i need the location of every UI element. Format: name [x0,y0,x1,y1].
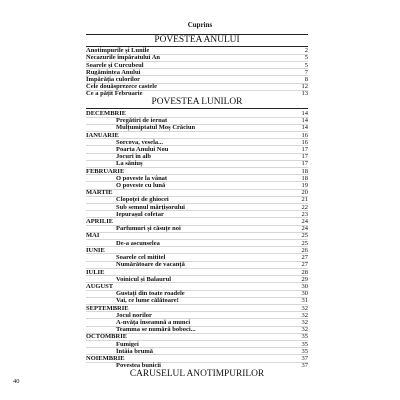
toc-entry-title: A-nvăța înseamnă a munci [116,318,191,326]
toc-entry-title: Fumigei [116,340,139,348]
toc-entry-title: SEPTEMBRIE [86,304,129,312]
toc-entry-page: 16 [301,138,308,146]
toc-entry-page: 25 [301,232,308,240]
toc-month-entry[interactable] [86,232,308,239]
toc-entry-page: 32 [301,311,308,319]
toc-entry-page: 29 [301,275,308,283]
toc-entry-page: 35 [301,333,308,341]
toc-entry-title: Parfumuri și căsuțe noi [116,225,181,233]
toc-entry[interactable] [86,174,308,181]
table-of-contents [86,33,308,380]
toc-entry[interactable] [86,261,308,268]
toc-entry-title: Gustați din toate roadele [116,290,185,298]
toc-entry-page: 32 [301,304,308,312]
toc-entry-title: IUNIE [86,246,105,254]
toc-entry[interactable] [86,117,308,124]
toc-entry-page: 7 [304,68,308,76]
toc-entry-page: 30 [301,282,308,290]
toc-entry[interactable] [86,340,308,347]
toc-entry[interactable] [86,153,308,160]
toc-entry[interactable] [86,239,308,246]
toc-entry-page: 18 [301,167,308,175]
toc-month-entry[interactable] [86,167,308,174]
toc-month-entry[interactable] [86,282,308,289]
toc-entry-page: 17 [301,153,308,161]
toc-entry-title: Pregătiri de iernat [116,117,168,125]
toc-month-entry[interactable] [86,354,308,361]
toc-entry-title: Povestea bunicii [116,362,161,370]
toc-entry-title: DECEMBRIE [86,110,127,118]
toc-entry-page: 23 [301,210,308,218]
toc-entry-page: 27 [301,254,308,262]
toc-entry-page: 2 [304,47,308,55]
toc-month-entry[interactable] [86,189,308,196]
toc-entry[interactable] [86,203,308,210]
toc-entry[interactable] [86,54,308,61]
toc-entry[interactable] [86,210,308,217]
toc-entry-title: Ce a pățit Februarie [86,90,143,98]
toc-entry-page: 14 [301,110,308,118]
toc-entry-title: O poveste cu lună [116,182,166,190]
toc-entry-title: Necazurile împăratului An [86,54,161,62]
toc-entry[interactable] [86,275,308,282]
toc-entry-title: Mulțumiptatul Moș Crăciun [116,124,196,132]
toc-entry[interactable] [86,181,308,188]
toc-entry-page: 24 [301,218,308,226]
toc-entry-title: Sorcova, vesela... [116,138,163,146]
section-heading: CARUSELUL ANOTIMPURILOR [129,369,265,380]
toc-entry[interactable] [86,362,308,369]
toc-entry-page: 37 [301,354,308,362]
toc-entry-page: 13 [301,90,308,98]
toc-entry-page: 27 [301,261,308,269]
toc-entry-title: Voinicul și Balaurul [116,275,172,283]
toc-entry-page: 30 [301,290,308,298]
toc-entry[interactable] [86,160,308,167]
toc-entry[interactable] [86,124,308,131]
toc-entry-page: 22 [301,203,308,211]
toc-entry-title: Vai, ce lume călătoare! [116,297,179,305]
toc-entry[interactable] [86,68,308,75]
toc-entry-page: 17 [301,160,308,168]
toc-entry-title: Întâia brumă [116,347,154,355]
toc-entry-title: IULIE [86,268,105,276]
toc-entry[interactable] [86,90,308,97]
toc-entry-title: NOIEMBRIE [86,354,125,362]
toc-entry-page: 28 [301,268,308,276]
section-heading: POVESTEA LUNILOR [86,97,308,109]
toc-entry[interactable] [86,83,308,90]
toc-entry-page: 12 [301,83,308,91]
toc-entry-title: Rugămintea Anului [86,68,141,76]
toc-entry[interactable] [86,311,308,318]
toc-entry-page: 17 [301,146,308,154]
toc-entry-page: 31 [301,297,308,305]
toc-entry-title: Soarele cel mititel [116,254,166,262]
toc-month-entry[interactable] [86,304,308,311]
toc-entry-title: Sub semnul mărțișorului [116,203,185,211]
toc-entry-title: Iepurașul cofetar [116,210,164,218]
toc-entry[interactable] [86,138,308,145]
toc-entry-page: 32 [301,326,308,334]
toc-entry[interactable] [86,145,308,152]
toc-entry[interactable] [86,297,308,304]
toc-entry-title: Jocuri în alb [116,153,152,161]
toc-entry-title: Jocul norilor [116,311,152,319]
toc-entry-page: 18 [301,174,308,182]
page-number: 40 [13,378,20,385]
toc-entry[interactable] [86,75,308,82]
toc-month-entry[interactable] [86,246,308,253]
toc-entry-title: Numărătoare de vacanță [116,261,185,269]
toc-entry[interactable] [86,347,308,354]
toc-entry-title: La săniuș [116,160,143,168]
toc-entry-page: 5 [304,61,308,69]
section-heading: POVESTEA ANULUI [86,34,308,47]
toc-entry[interactable] [86,326,308,333]
toc-entry-title: AUGUST [86,282,114,290]
toc-entry-title: Cele douăsprezece castele [86,83,157,91]
page-title: Cuprins [187,21,213,29]
toc-month-entry[interactable] [86,333,308,340]
toc-entry-page: 35 [301,347,308,355]
toc-entry-page: 35 [301,340,308,348]
toc-entry-title: OCTOMBRIE [86,333,128,341]
toc-entry-title: Anotimpurile și Lunile [86,47,150,55]
toc-month-entry[interactable] [86,131,308,138]
toc-entry-title: IANUARIE [86,131,119,139]
toc-entry-title: Soarele și Curcubeul [86,61,144,69]
toc-entry-title: O poveste la vânat [116,174,168,182]
toc-entry[interactable] [86,225,308,232]
toc-entry[interactable] [86,290,308,297]
toc-entry-page: 20 [301,189,308,197]
toc-entry-page: 21 [301,196,308,204]
toc-entry-page: 8 [304,75,308,83]
toc-entry-title: MAI [86,232,100,240]
toc-entry-page: 16 [301,131,308,139]
toc-entry-page: 14 [301,117,308,125]
toc-entry-title: MARTIE [86,189,113,197]
toc-month-entry[interactable] [86,268,308,275]
toc-entry[interactable] [86,318,308,325]
toc-entry-title: APRILIE [86,218,114,226]
toc-entry-title: Poarta Anului Nou [116,146,169,154]
toc-entry-page: 19 [301,182,308,190]
toc-entry[interactable] [86,196,308,203]
toc-entry-page: 14 [301,124,308,132]
toc-entry[interactable] [86,61,308,68]
toc-month-entry[interactable] [86,217,308,224]
toc-entry-title: Clopoței de ghiocei [116,196,169,204]
toc-entry-title: FEBRUARIE [86,167,125,175]
toc-entry[interactable] [86,253,308,260]
toc-entry-page: 32 [301,318,308,326]
toc-entry-title: De-a ascunselea [116,239,160,247]
toc-entry-page: 37 [301,362,308,370]
toc-entry-page: 24 [301,225,308,233]
toc-entry-title: Împărăția culorilor [86,75,140,83]
toc-entry-page: 5 [304,54,308,62]
toc-entry-page: 25 [301,239,308,247]
toc-entry-title: Teamma se numără boboci... [116,326,196,334]
toc-entry-page: 26 [301,246,308,254]
